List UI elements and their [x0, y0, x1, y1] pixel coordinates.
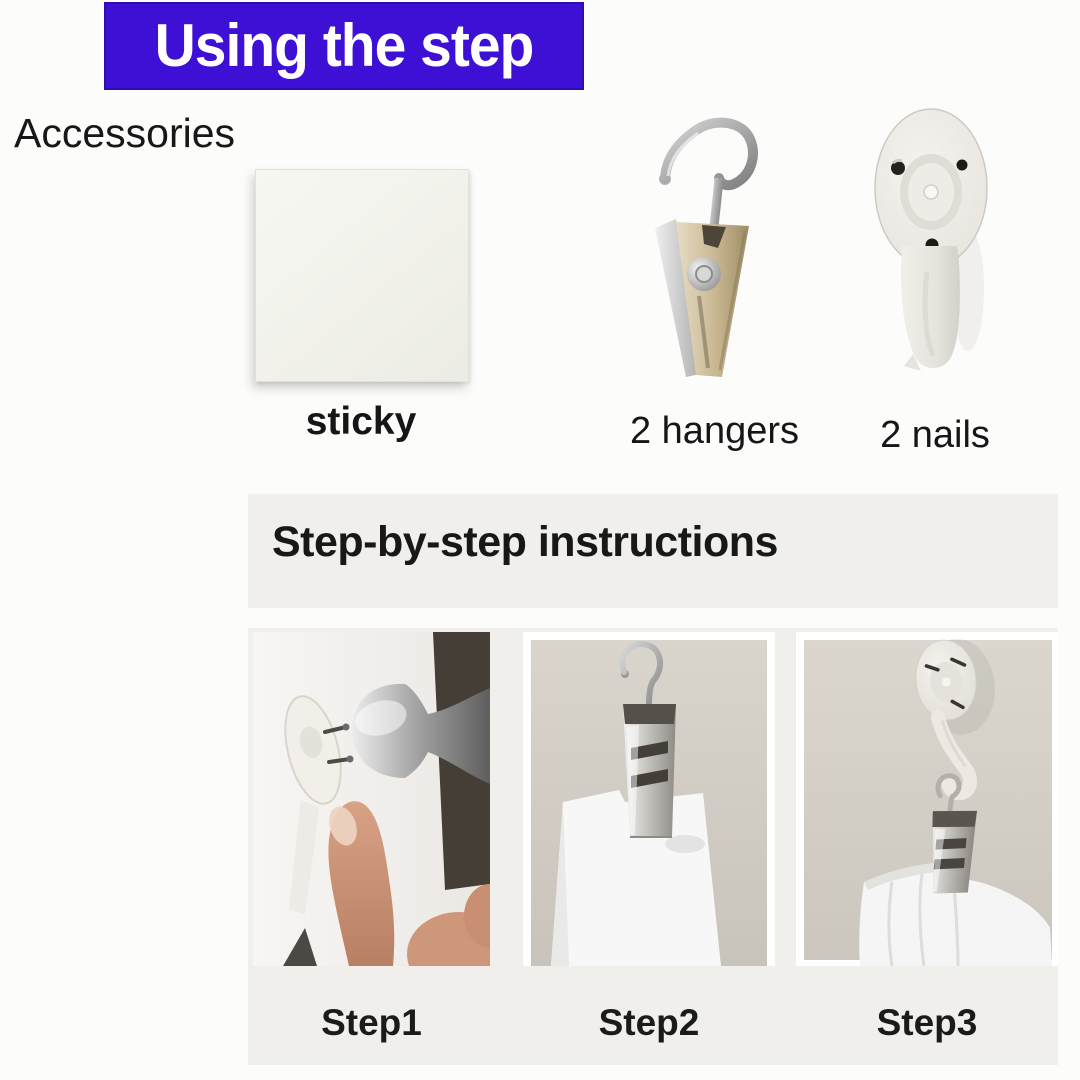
accessories-section-label: Accessories	[14, 110, 236, 156]
nail-hook-icon	[868, 104, 998, 384]
hammer-nailing-hook-photo	[253, 632, 490, 966]
hanger-clip-icon	[650, 106, 776, 384]
sticky-pad-icon	[255, 169, 469, 382]
accessory-label-hangers: 2 hangers	[629, 410, 799, 452]
banner-title: Using the step	[154, 12, 534, 80]
clip-holding-paper-photo	[523, 632, 775, 966]
step-label-1: Step1	[321, 1002, 422, 1043]
instructions-heading: Step-by-step instructions	[272, 518, 778, 566]
step-label-3: Step3	[876, 1002, 978, 1043]
instructions-panel-header	[248, 494, 1058, 608]
clip-hanging-on-hook-photo	[796, 632, 1058, 966]
accessory-label-sticky: sticky	[305, 400, 417, 443]
title-banner	[104, 2, 584, 90]
accessory-label-nails: 2 nails	[880, 414, 990, 456]
step-label-2: Step2	[598, 1002, 700, 1043]
